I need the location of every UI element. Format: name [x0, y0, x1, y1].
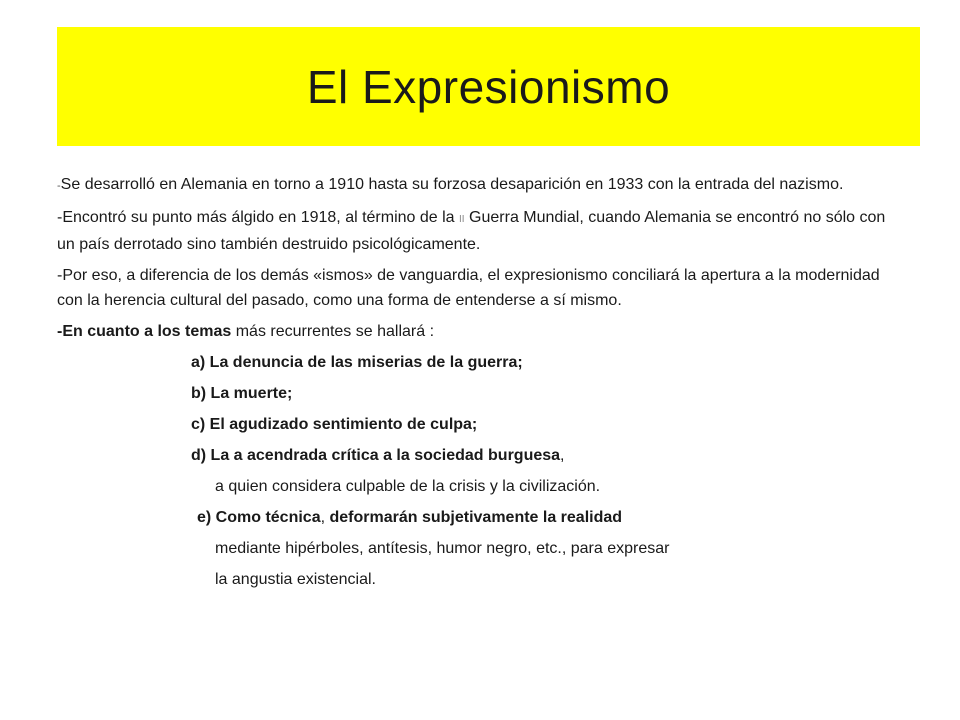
- theme-item-d: [57, 443, 907, 468]
- theme-item-d-bold: d) La a acendrada crítica a la sociedad burguesa: [191, 447, 561, 464]
- theme-item-e-bold2: deformarán subjetivamente la realidad: [329, 509, 623, 526]
- theme-item-b: b) La muerte;: [191, 385, 293, 402]
- theme-item-c: c) El agudizado sentimiento de culpa;: [191, 416, 478, 433]
- themes-intro-bold: -En cuanto a los temas: [57, 323, 232, 340]
- theme-item-e-continuation-2: la angustia existencial.: [215, 571, 376, 588]
- paragraph-peak-pre: -Encontró su punto más álgido en 1918, al término de la: [57, 209, 460, 226]
- roman-numeral: II: [459, 214, 465, 225]
- title-banner: [57, 27, 920, 146]
- paragraph-difference: -Por eso, a diferencia de los demás «ismos» de vanguardia, el expresionismo conciliará la apertura a la modernidad con la herencia cultural del pasado, como una forma de entenderse a sí mismo.: [57, 267, 880, 309]
- slide-body: [57, 172, 907, 598]
- dash: -: [57, 180, 61, 192]
- theme-item-d-comma: ,: [560, 447, 565, 464]
- theme-item-e: [57, 505, 907, 530]
- slide-title: El Expresionismo: [306, 60, 671, 113]
- paragraph-origin: [57, 172, 907, 199]
- theme-item-d-continuation: a quien considera culpable de la crisis y la civilización.: [215, 478, 601, 495]
- paragraph-origin-text: Se desarrolló en Alemania en torno a 1910 hasta su forzosa desaparición en 1933 con la entrada del nazismo.: [60, 176, 844, 193]
- theme-item-e-comma: ,: [320, 509, 330, 526]
- paragraph-themes-intro: [57, 319, 907, 344]
- themes-intro-rest: más recurrentes se hallará :: [231, 323, 435, 340]
- theme-item-e-continuation-1: mediante hipérboles, antítesis, humor negro, etc., para expresar: [215, 540, 670, 557]
- theme-item-a: a) La denuncia de las miserias de la guerra;: [191, 354, 523, 371]
- paragraph-peak: [57, 205, 907, 257]
- paragraph-peak-post: Guerra Mundial, cuando Alemania se encontró no sólo con un país derrotado sino también destruido psicológicamente.: [57, 209, 886, 253]
- theme-item-e-bold1: e) Como técnica: [197, 509, 321, 526]
